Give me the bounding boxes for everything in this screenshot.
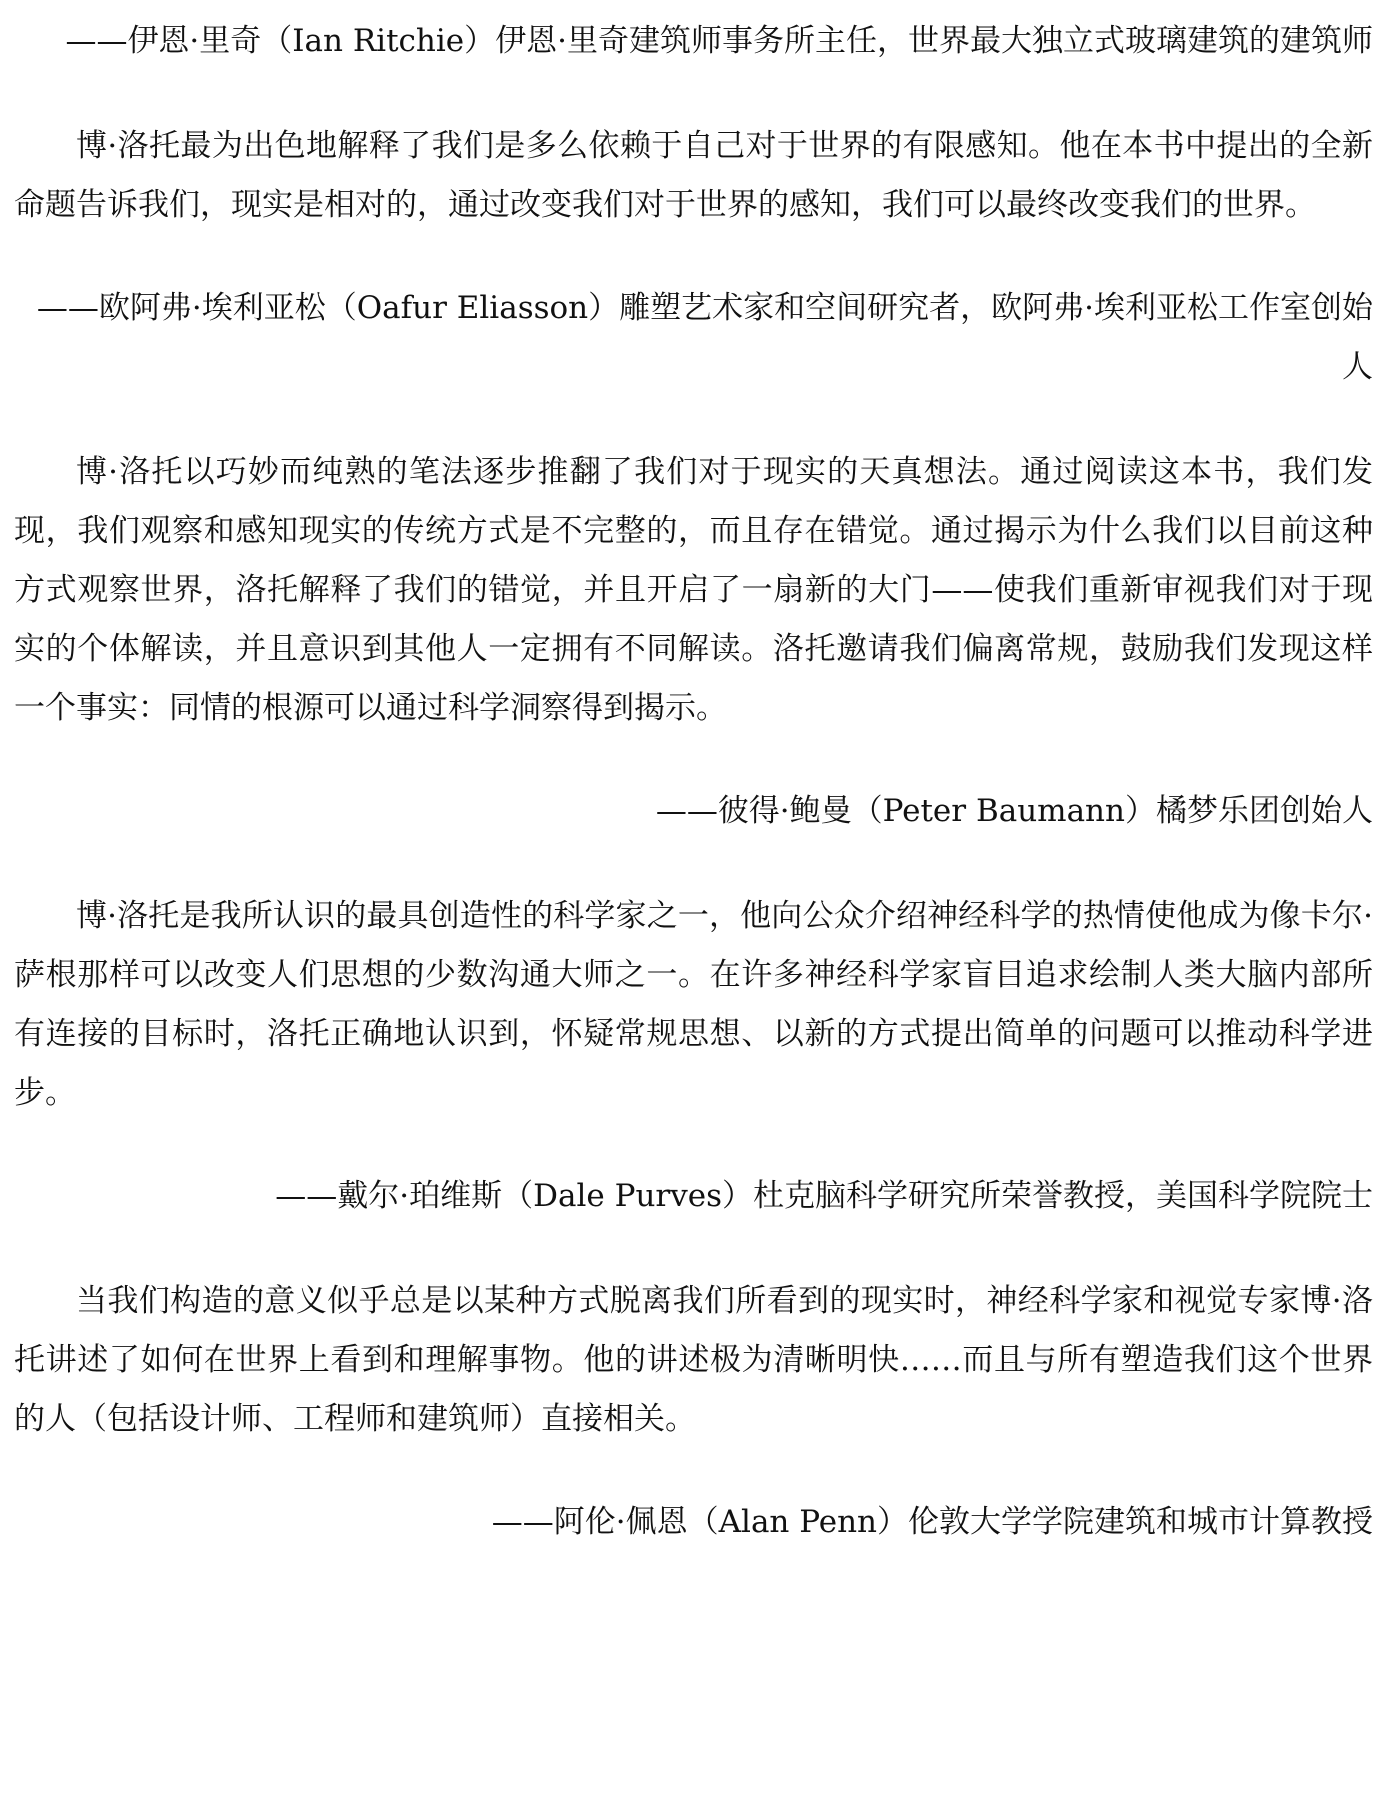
quote-paragraph-2: 博·洛托以巧妙而纯熟的笔法逐步推翻了我们对于现实的天真想法。通过阅读这本书，我们发现，我们观察和感知现实的传统方式是不完整的，而且存在错觉。通过揭示为什么我们以目前这种方式观察世界，洛托解释了我们的错觉，并且开启了一扇新的大门——使我们重新审视我们对于现实的个体解读，并且意识到其他人一定拥有不同解读。洛托邀请我们偏离常规，鼓励我们发现这样一个事实：同情的根源可以通过科学洞察得到揭示。 <box>14 454 1373 726</box>
spacer <box>14 738 1373 782</box>
spacer <box>14 1123 1373 1167</box>
attribution-ian-ritchie: ——伊恩·里奇（Ian Ritchie）伊恩·里奇建筑师事务所主任，世界最大独立式玻璃建筑的建筑师 <box>65 23 1373 59</box>
quote-paragraph-4: 当我们构造的意义似乎总是以某种方式脱离我们所看到的现实时，神经科学家和视觉专家博·洛托讲述了如何在世界上看到和理解事物。他的讲述极为清晰明快……而且与所有塑造我们这个世界的人（包括设计师、工程师和建筑师）直接相关。 <box>14 1283 1373 1437</box>
spacer <box>14 71 1373 117</box>
spacer <box>14 1226 1373 1272</box>
spacer <box>14 841 1373 887</box>
quote-paragraph-3: 博·洛托是我所认识的最具创造性的科学家之一，他向公众介绍神经科学的热情使他成为像卡尔·萨根那样可以改变人们思想的少数沟通大师之一。在许多神经科学家盲目追求绘制人类大脑内部所有连接的目标时，洛托正确地认识到，怀疑常规思想、以新的方式提出简单的问题可以推动科学进步。 <box>14 898 1373 1111</box>
spacer <box>14 1449 1373 1493</box>
attribution-oafur-eliasson: ——欧阿弗·埃利亚松（Oafur Eliasson）雕塑艺术家和空间研究者，欧阿弗·埃利亚松工作室创始人 <box>36 290 1373 385</box>
attribution-dale-purves: ——戴尔·珀维斯（Dale Purves）杜克脑科学研究所荣誉教授，美国科学院院士 <box>275 1178 1373 1214</box>
attribution-peter-baumann: ——彼得·鲍曼（Peter Baumann）橘梦乐团创始人 <box>655 793 1373 829</box>
spacer <box>14 397 1373 443</box>
spacer <box>14 235 1373 279</box>
attribution-alan-penn: ——阿伦·佩恩（Alan Penn）伦敦大学学院建筑和城市计算教授 <box>491 1504 1373 1540</box>
quote-paragraph-1: 博·洛托最为出色地解释了我们是多么依赖于自己对于世界的有限感知。他在本书中提出的全新命题告诉我们，现实是相对的，通过改变我们对于世界的感知，我们可以最终改变我们的世界。 <box>14 128 1373 223</box>
